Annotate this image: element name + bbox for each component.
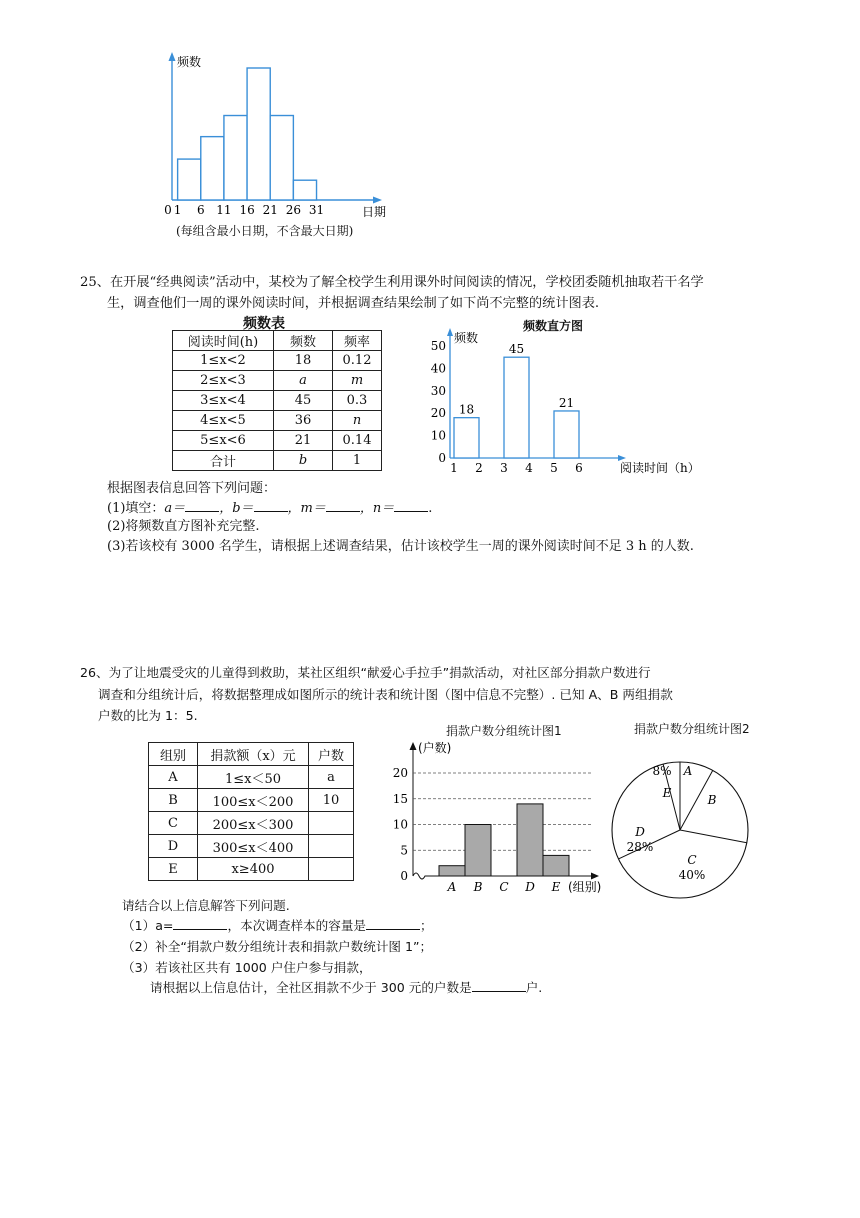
table-row xyxy=(173,431,382,451)
header-cell: 阅读时间(h) xyxy=(173,331,274,351)
x-category-label: B xyxy=(473,880,483,894)
table-cell xyxy=(309,858,354,881)
table-cell: 0.14 xyxy=(333,431,382,451)
table-cell: a xyxy=(309,766,354,789)
table-cell: 21 xyxy=(274,431,333,451)
x-tick-label: 21 xyxy=(262,203,278,217)
bar xyxy=(543,855,569,876)
x-tick-label: 6 xyxy=(575,461,583,475)
table-row xyxy=(173,451,382,471)
answer-blank[interactable] xyxy=(366,917,420,930)
table-cell: 1≤x＜50 xyxy=(198,766,309,789)
table-cell: 合计 xyxy=(173,451,274,471)
x-tick-label: 1 xyxy=(173,203,182,217)
y-tick-label: 20 xyxy=(392,766,408,780)
q26-q3a: （3）若该社区共有 1000 户住户参与捐款， xyxy=(122,960,372,975)
x-category-label: C xyxy=(499,880,509,894)
donation-bar-chart xyxy=(388,738,628,898)
table-cell: E xyxy=(149,858,198,881)
answer-blank[interactable] xyxy=(185,499,219,512)
table-row xyxy=(173,351,382,371)
table-cell: B xyxy=(149,789,198,812)
x-tick-label: 5 xyxy=(550,461,558,475)
header-cell: 捐款额（x）元 xyxy=(198,743,309,766)
answer-blank[interactable] xyxy=(326,499,360,512)
y-axis-label: 频数 xyxy=(177,55,202,69)
q25-intro: 根据图表信息回答下列问题： xyxy=(107,481,277,496)
table-cell xyxy=(309,812,354,835)
donation-table xyxy=(148,742,354,881)
table-cell: n xyxy=(333,411,382,431)
histogram-bar xyxy=(201,137,224,200)
histogram-bar xyxy=(504,357,529,458)
q25-text-line1: 25、在开展“经典阅读”活动中，某校为了解全校学生利用课外时间阅读的情况，学校团委随机抽取若干名学 xyxy=(80,275,704,290)
q1-m-label: ，m＝ xyxy=(287,501,326,516)
table-cell: 10 xyxy=(309,789,354,812)
x-axis-label: 日期 xyxy=(362,205,387,219)
q25-chart-title: 频数直方图 xyxy=(523,319,584,333)
x-tick-label: 2 xyxy=(475,461,483,475)
histogram-bar xyxy=(293,180,316,200)
table-cell: m xyxy=(333,371,382,391)
pie-slice-label: E xyxy=(662,786,672,800)
y-axis-label: 频数 xyxy=(454,331,479,345)
histogram-note: (每组含最小日期，不含最大日期) xyxy=(176,224,354,238)
table-cell: b xyxy=(274,451,333,471)
table-cell: 0.12 xyxy=(333,351,382,371)
table-cell: 36 xyxy=(274,411,333,431)
pie-slice-percent: 40% xyxy=(678,868,706,882)
x-category-label: E xyxy=(551,880,561,894)
top-histogram xyxy=(150,48,410,248)
x-tick-label: 26 xyxy=(285,203,302,217)
table-cell: 2≤x<3 xyxy=(173,371,274,391)
q1-n-label: ，n＝ xyxy=(359,501,395,516)
table-row xyxy=(173,371,382,391)
table-cell xyxy=(309,835,354,858)
pie-slice-label: B xyxy=(707,793,717,807)
histogram-bar xyxy=(178,159,201,200)
q1-end: . xyxy=(428,501,433,516)
bar xyxy=(517,804,543,876)
x-tick-label: 4 xyxy=(525,461,533,475)
table-cell: D xyxy=(149,835,198,858)
table-cell: 18 xyxy=(274,351,333,371)
bar-chart-title: 捐款户数分组统计图1 xyxy=(446,724,562,738)
x-axis-label: 阅读时间（h） xyxy=(620,461,700,475)
y-tick-label: 5 xyxy=(400,843,408,858)
header-cell: 户数 xyxy=(309,743,354,766)
q26-q3b xyxy=(150,977,542,998)
table-cell: a xyxy=(274,371,333,391)
table-cell: 200≤x＜300 xyxy=(198,812,309,835)
table-cell: 100≤x＜200 xyxy=(198,789,309,812)
q1-b-label: ，本次调查样本的容量是 xyxy=(227,918,367,933)
x-tick-label: 31 xyxy=(308,203,325,217)
q26-text-line1: 26、为了让地震受灾的儿童得到救助，某社区组织“献爱心手拉手”捐款活动，对社区部分捐款户数进行 xyxy=(80,665,651,680)
x-tick-label: 1 xyxy=(450,461,458,475)
y-tick-label: 20 xyxy=(430,406,446,421)
x-tick-label: 6 xyxy=(196,203,205,217)
x-category-label: D xyxy=(525,880,535,894)
q3-text: 请根据以上信息估计，全社区捐款不少于 300 元的户数是 xyxy=(150,980,472,995)
y-axis-label: (户数) xyxy=(418,741,452,755)
table-header-row xyxy=(173,331,382,351)
pie-slice-percent: 8% xyxy=(652,764,672,778)
bar-value-label: 45 xyxy=(508,342,525,357)
q26-text-line3: 户数的比为 1：5. xyxy=(98,708,198,723)
frequency-table xyxy=(172,330,382,471)
y-tick-label: 15 xyxy=(392,791,408,806)
q25-q3: (3)若该校有 3000 名学生，请根据上述调查结果，估计该校学生一周的课外阅读时间不足 3 h 的人数. xyxy=(107,539,694,554)
answer-blank[interactable] xyxy=(394,499,428,512)
header-cell: 频率 xyxy=(333,331,382,351)
y-tick-label: 0 xyxy=(438,451,446,465)
y-tick-label: 30 xyxy=(430,383,446,398)
reading-histogram xyxy=(420,328,720,478)
table-cell: 300≤x＜400 xyxy=(198,835,309,858)
q1-a-label: （1）a= xyxy=(122,918,174,933)
table-row xyxy=(149,766,354,789)
header-cell: 频数 xyxy=(274,331,333,351)
histogram-bar xyxy=(224,116,247,200)
y-tick-label: 0 xyxy=(400,869,408,883)
x-tick-label: 11 xyxy=(216,203,232,217)
q1-b-label: ，b＝ xyxy=(219,501,254,516)
header-cell: 组别 xyxy=(149,743,198,766)
table-cell: 1≤x<2 xyxy=(173,351,274,371)
bar xyxy=(439,866,465,876)
bar-value-label: 18 xyxy=(458,402,475,417)
table-cell: A xyxy=(149,766,198,789)
q26-q2: （2）补全“捐款户数分组统计表和捐款户数统计图 1”； xyxy=(122,939,433,954)
answer-blank[interactable] xyxy=(472,979,526,992)
histogram-bar xyxy=(454,418,479,458)
table-header-row xyxy=(149,743,354,766)
table-cell: 3≤x<4 xyxy=(173,391,274,411)
y-tick-label: 50 xyxy=(430,339,446,353)
table-cell: 4≤x<5 xyxy=(173,411,274,431)
histogram-bar xyxy=(247,68,270,200)
q26-text-line2: 调查和分组统计后，将数据整理成如图所示的统计表和统计图（图中信息不完整）. 已知 A、B 两组捐款 xyxy=(98,687,673,702)
x-tick-label: 16 xyxy=(239,203,255,217)
histogram-bar xyxy=(270,116,293,200)
y-tick-label: 10 xyxy=(430,428,446,443)
table-cell: x≥400 xyxy=(198,858,309,881)
table-row xyxy=(173,391,382,411)
q1-end: ； xyxy=(420,918,433,933)
bar-value-label: 21 xyxy=(558,395,575,410)
x-axis-label: (组别) xyxy=(568,880,602,894)
histogram-bar xyxy=(554,411,579,458)
pie-slice-label: C xyxy=(687,853,697,867)
x-category-label: A xyxy=(447,880,457,894)
table-cell: 0.3 xyxy=(333,391,382,411)
q3-end: 户. xyxy=(525,980,543,995)
table-cell: 1 xyxy=(333,451,382,471)
table-row xyxy=(173,411,382,431)
table-cell: 5≤x<6 xyxy=(173,431,274,451)
pie-slice-label: A xyxy=(683,764,693,778)
q1-a-label: a＝ xyxy=(164,501,186,516)
y-tick-label: 40 xyxy=(430,361,446,376)
table-row xyxy=(149,835,354,858)
y-tick-label: 10 xyxy=(392,817,408,832)
q25-text-line2: 生，调查他们一周的课外阅读时间，并根据调查结果绘制了如下尚不完整的统计图表. xyxy=(107,296,600,311)
table-row xyxy=(149,812,354,835)
pie-slice-label: D xyxy=(635,825,645,839)
table-cell: 45 xyxy=(274,391,333,411)
q25-q2: (2)将频数直方图补充完整. xyxy=(107,519,260,534)
donation-pie-chart xyxy=(608,752,764,908)
answer-blank[interactable] xyxy=(254,499,288,512)
q25-table-title: 频数表 xyxy=(243,316,285,332)
table-row xyxy=(149,789,354,812)
pie-slice-percent: 28% xyxy=(626,840,654,854)
pie-chart-title: 捐款户数分组统计图2 xyxy=(634,722,750,736)
bar xyxy=(465,825,491,877)
q1-label: (1)填空： xyxy=(107,501,165,516)
x-tick-label: 0 xyxy=(164,203,172,217)
q26-q1 xyxy=(122,915,433,936)
q26-intro: 请结合以上信息解答下列问题. xyxy=(122,898,290,913)
table-cell: C xyxy=(149,812,198,835)
answer-blank[interactable] xyxy=(173,917,227,930)
table-row xyxy=(149,858,354,881)
x-tick-label: 3 xyxy=(500,461,508,475)
